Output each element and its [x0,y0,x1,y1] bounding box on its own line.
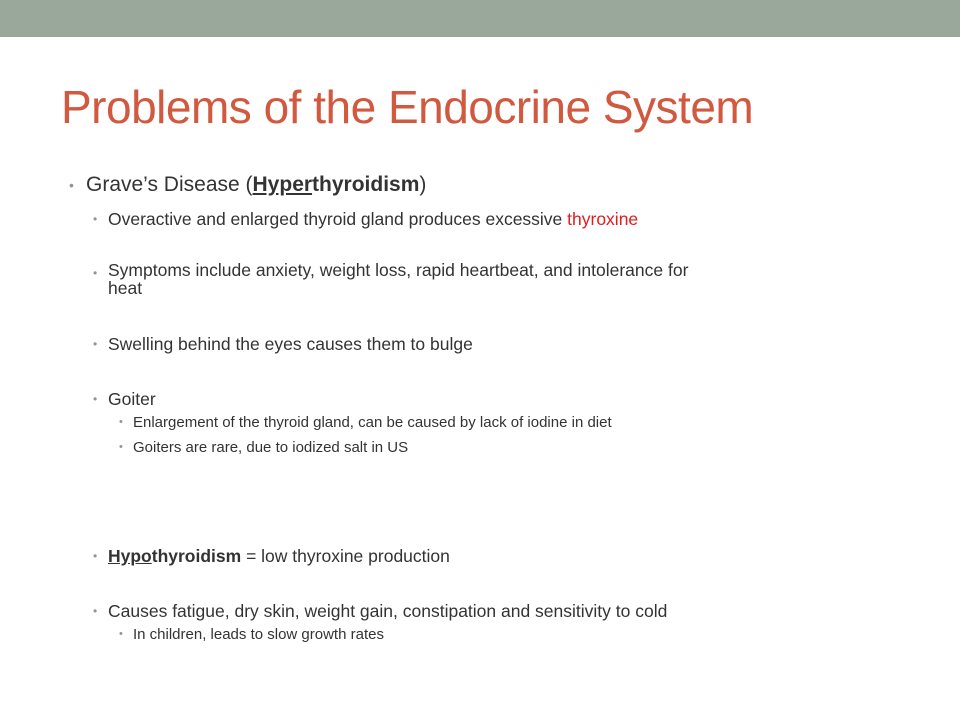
bullet-dot-icon: • [69,177,74,193]
bullet-dot-icon: • [93,392,98,406]
bullet-goiter [93,389,156,410]
goiter-sub-2-text: Goiters are rare, due to iodized salt in US [133,439,409,456]
bullet-dot-icon: • [93,549,98,563]
bullet-graves-disease [69,173,427,197]
bullet-swelling [93,334,473,355]
thyroxine-highlight: thyroxine [567,209,639,229]
overactive-text: Overactive and enlarged thyroid gland produces excessive [108,209,568,229]
bullet-goiter-enlargement [119,414,612,431]
bullet-goiter-rare [119,439,409,456]
graves-prefix: Grave’s Disease ( [86,173,253,196]
graves-suffix: ) [419,173,427,196]
bullet-symptoms [93,260,868,298]
goiter-sub-1-text: Enlargement of the thyroid gland, can be caused by lack of iodine in diet [133,414,612,431]
children-text: In children, leads to slow growth rates [133,626,384,643]
causes-text: Causes fatigue, dry skin, weight gain, constipation and sensitivity to cold [108,601,668,621]
bullet-dot-icon: • [93,604,98,618]
bullet-children [119,626,384,643]
bullet-dot-icon: • [119,416,123,428]
bullet-causes [93,601,668,622]
symptoms-line-1: Symptoms include anxiety, weight loss, rapid heartbeat, and intolerance for [108,260,689,280]
symptoms-line-2: heat [108,278,143,298]
graves-hyper-underlined: Hyper [252,173,313,196]
bullet-dot-icon: • [93,337,98,351]
bullet-dot-icon: • [93,212,98,226]
slide-title: Problems of the Endocrine System [61,81,754,133]
bullet-dot-icon: • [93,266,98,280]
hypo-underlined: Hypo [108,546,152,566]
bullet-dot-icon: • [119,628,123,640]
hypo-thyroidism-bold: thyroidism [151,546,242,566]
bullet-overactive [93,209,639,230]
goiter-text: Goiter [108,389,156,409]
swelling-text: Swelling behind the eyes causes them to bulge [108,334,473,354]
top-color-band [0,0,960,37]
bullet-hypothyroidism [93,546,450,567]
hypo-suffix: = low thyroxine production [241,546,450,566]
graves-thyroidism-bold: thyroidism [312,173,420,196]
bullet-dot-icon: • [119,441,123,453]
